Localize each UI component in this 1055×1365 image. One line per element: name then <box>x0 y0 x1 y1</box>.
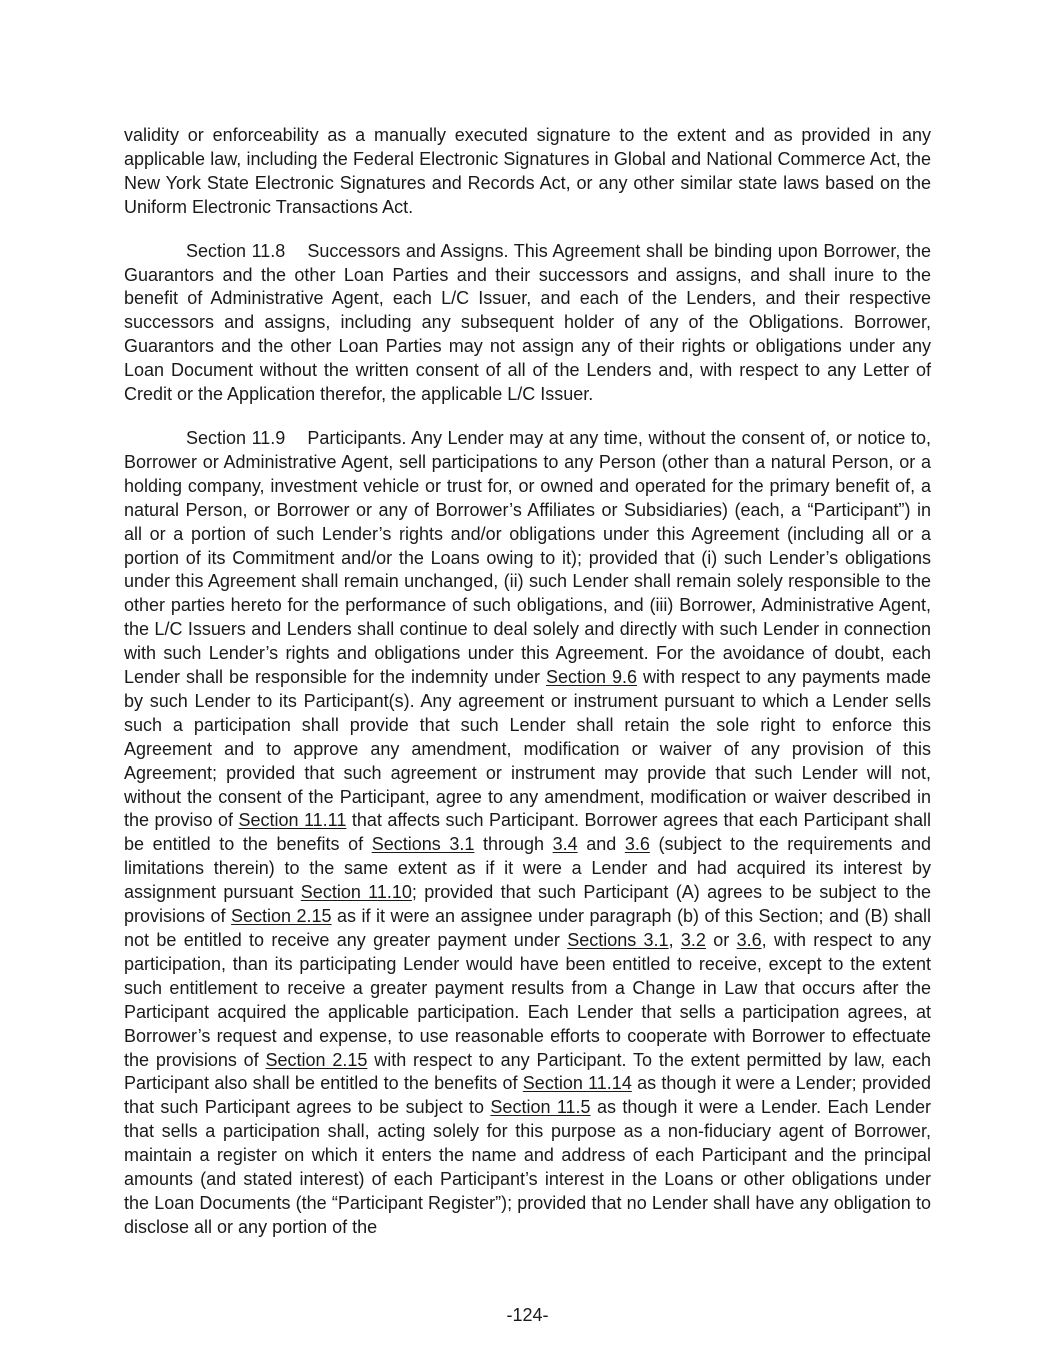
section-2-15-link[interactable]: Section 2.15 <box>231 906 332 927</box>
section-11-8 <box>124 240 931 407</box>
section-text: with respect to any payments made by such Lender to its Participant(s). Any agreement or instrument pursuant to which a Lender sells such a participation shall provide that such Lender shall retain the sole right to enforce this Agreement and to approve any amendment, modification or waiver of any provision of this Agreement; provided that such agreement or instrument may provide that such Lender will not, without the consent of the Participant, agree to any amendment, modification or waiver described in the proviso of <box>124 667 931 831</box>
section-11-10-link[interactable]: Section 11.10 <box>300 882 412 903</box>
section-2-15-link[interactable]: Section 2.15 <box>265 1049 368 1070</box>
paragraph-continuation <box>124 124 931 220</box>
section-text: (subject to the requirements and limitations therein) to the same extent as if it were a Lender and had acquired its interest by assignment pursuant <box>124 834 931 903</box>
section-3-2-link[interactable]: 3.2 <box>680 930 706 950</box>
sections-3-1-link[interactable]: Sections 3.1 <box>371 834 475 855</box>
section-3-6-link[interactable]: 3.6 <box>624 834 650 855</box>
section-3-4-link[interactable]: 3.4 <box>552 834 578 855</box>
section-number: Section 11.9 <box>186 427 286 448</box>
section-text: with respect to any Participant. To the extent permitted by law, each Participant also shall be entitled to the benefits of <box>124 1049 932 1094</box>
section-number: Section 11.8 <box>186 240 286 261</box>
section-text: ; provided that such Participant (A) agrees to be subject to the provisions of <box>124 882 932 927</box>
section-11-11-link[interactable]: Section 11.11 <box>238 810 347 831</box>
paragraph-text: validity or enforceability as a manually executed signature to the extent and as provided in any applicable law, including the Federal Electronic Signatures in Global and National Commerce Act, the New York State Electronic Signatures and Records Act, or any other similar state laws based on the Uniform Electronic Transactions Act. <box>124 125 931 217</box>
section-9-6-link[interactable]: Section 9.6 <box>546 667 638 688</box>
section-title: Successors and Assigns. <box>307 240 509 261</box>
section-text: or <box>705 930 737 950</box>
section-title: Participants. <box>307 427 407 448</box>
sections-3-1-link[interactable]: Sections 3.1 <box>567 930 669 950</box>
page-number: -124- <box>506 1305 549 1325</box>
section-3-6-link[interactable]: 3.6 <box>736 930 762 950</box>
section-11-9 <box>124 427 931 1240</box>
section-text: as though it were a Lender. Each Lender that sells a participation shall, acting solely for this purpose as a non-fiduciary agent of Borrower, maintain a register on which it enters the name and address of each Participant and the principal amounts (and stated interest) of each Participant’s interest in the Loans or other obligations under the Loan Documents (the “Participant Register”); provided that no Lender shall have any obligation to disclose all or any portion of the <box>124 1097 931 1237</box>
section-text: that affects such Participant. Borrower agrees that each Participant shall be entitled to the benefits of <box>124 810 931 855</box>
section-text: as if it were an assignee under paragraph (b) of this Section; and (B) shall not be entitled to receive any greater payment under <box>124 906 931 950</box>
section-11-5-link[interactable]: Section 11.5 <box>490 1097 591 1118</box>
section-text: through <box>474 834 553 855</box>
section-text: , with respect to any participation, than its participating Lender would have been entitled to receive, except to the extent such entitlement to receive a greater payment results from a Change in Law that occurs after the Participant acquired the applicable participation. Each Lender that sells a participation agrees, at Borrower’s request and expense, to use reasonable efforts to cooperate with Borrower to effectuate the provisions of <box>124 930 931 1070</box>
section-11-14-link[interactable]: Section 11.14 <box>522 1073 632 1094</box>
section-body: This Agreement shall be binding upon Borrower, the Guarantors and the other Loan Parties and their successors and assigns, and shall inure to the benefit of Administrative Agent, each L/C Issuer, and each of the Lenders, and their respective successors and assigns, including any subsequent holder of any of the Obligations. Borrower, Guarantors and the other Loan Parties may not assign any of their rights or obligations under any Loan Document without the written consent of all of the Lenders and, with respect to any Letter of Credit or the Application therefor, the applicable L/C Issuer. <box>124 240 931 405</box>
page-body <box>124 124 931 1240</box>
section-text: and <box>577 834 625 855</box>
section-text: Any Lender may at any time, without the consent of, or notice to, Borrower or Administrative Agent, sell participations to any Person (other than a natural Person, or a holding company, investment vehicle or trust for, or owned and operated for the primary benefit of, a natural Person, or Borrower or any of Borrower’s Affiliates or Subsidiaries) (each, a “Participant”) in all or a portion of such Lender’s rights and/or obligations under this Agreement (including all or a portion of its Commitment and/or the Loans owing to it); provided that (i) such Lender’s obligations under this Agreement shall remain unchanged, (ii) such Lender shall remain solely responsible to the other parties hereto for the performance of such obligations, and (iii) Borrower, Administrative Agent, the L/C Issuers and Lenders shall continue to deal solely and directly with such Lender in connection with such Lender’s rights and obligations under this Agreement. For the avoidance of doubt, each Lender shall be responsible for the indemnity under <box>124 427 931 688</box>
section-text: , <box>668 930 681 950</box>
section-text: as though it were a Lender; provided that such Participant agrees to be subject to <box>124 1073 931 1118</box>
